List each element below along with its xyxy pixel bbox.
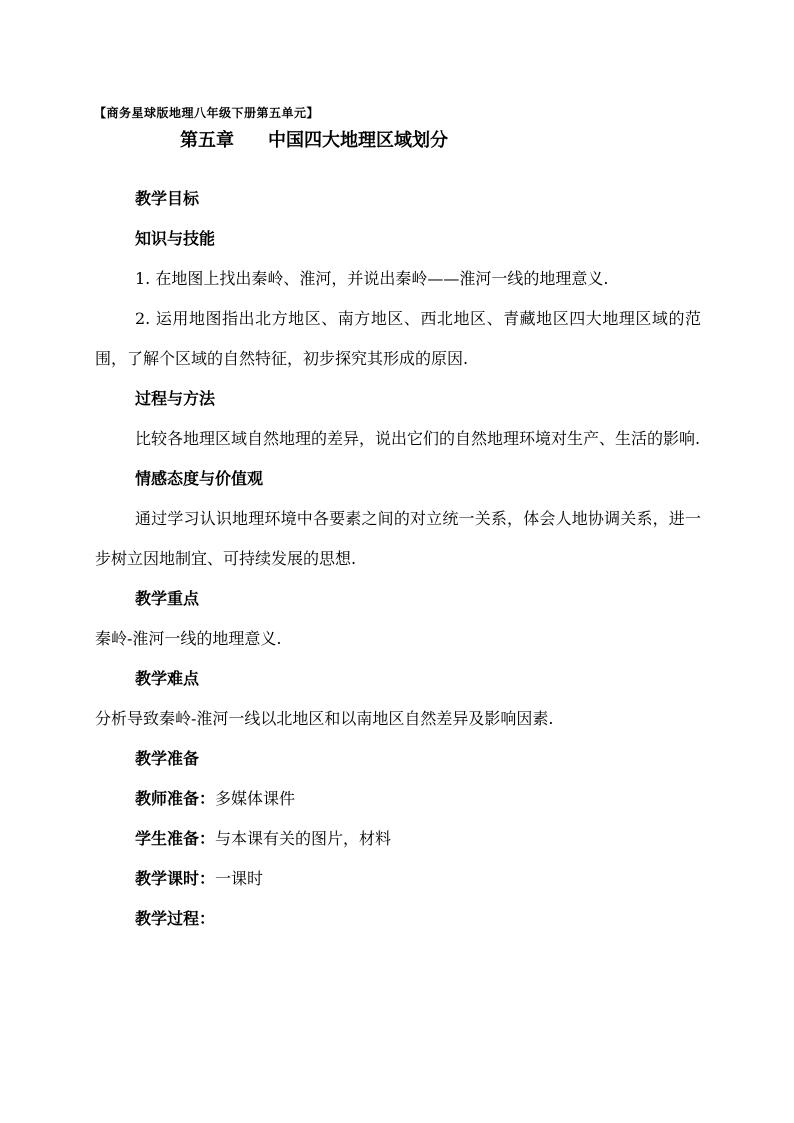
teaching-process-heading: 教学过程： [135, 909, 216, 928]
knowledge-heading: 知识与技能 [135, 229, 216, 248]
knowledge-item-2: 2. 运用地图指出北方地区、南方地区、西北地区、青藏地区四大地理区域的范围，了解个区域的自然特征，初步探究其形成的原因. [95, 309, 701, 368]
attitude-heading: 情感态度与价值观 [135, 469, 264, 488]
difficult-point-heading: 教学难点 [135, 669, 200, 688]
key-point-text: 秦岭-淮河一线的地理意义. [95, 629, 282, 648]
chapter-name: 中国四大地理区域划分 [268, 130, 448, 151]
knowledge-item-1: 1. 在地图上找出秦岭、淮河，并说出秦岭——淮河一线的地理意义. [135, 269, 609, 288]
chapter-title [180, 126, 448, 152]
series-tag: 【商务星球版地理八年级下册第五单元】 [94, 106, 320, 120]
teaching-hours-label: 教学课时： [135, 869, 216, 888]
teacher-preparation-value: 多媒体课件 [215, 789, 296, 808]
teaching-hours-value: 一课时 [215, 869, 264, 888]
student-preparation-label: 学生准备： [135, 829, 216, 848]
attitude-text: 通过学习认识地理环境中各要素之间的对立统一关系，体会人地协调关系，进一步树立因地制宜、可持续发展的思想. [95, 509, 701, 568]
student-preparation-value: 与本课有关的图片，材料 [215, 829, 392, 848]
chapter-number: 第五章 [180, 130, 234, 151]
preparation-heading: 教学准备 [135, 749, 200, 768]
objectives-heading: 教学目标 [135, 189, 200, 208]
process-text: 比较各地理区域自然地理的差异，说出它们的自然地理环境对生产、生活的影响. [135, 429, 701, 448]
teacher-preparation-label: 教师准备： [135, 789, 216, 808]
objectives-section [95, 179, 701, 939]
key-point-heading: 教学重点 [135, 589, 200, 608]
teaching-hours [95, 859, 701, 899]
student-preparation [95, 819, 701, 859]
teacher-preparation [95, 779, 701, 819]
difficult-point-text: 分析导致秦岭-淮河一线以北地区和以南地区自然差异及影响因素. [95, 709, 554, 728]
process-heading: 过程与方法 [135, 389, 216, 408]
